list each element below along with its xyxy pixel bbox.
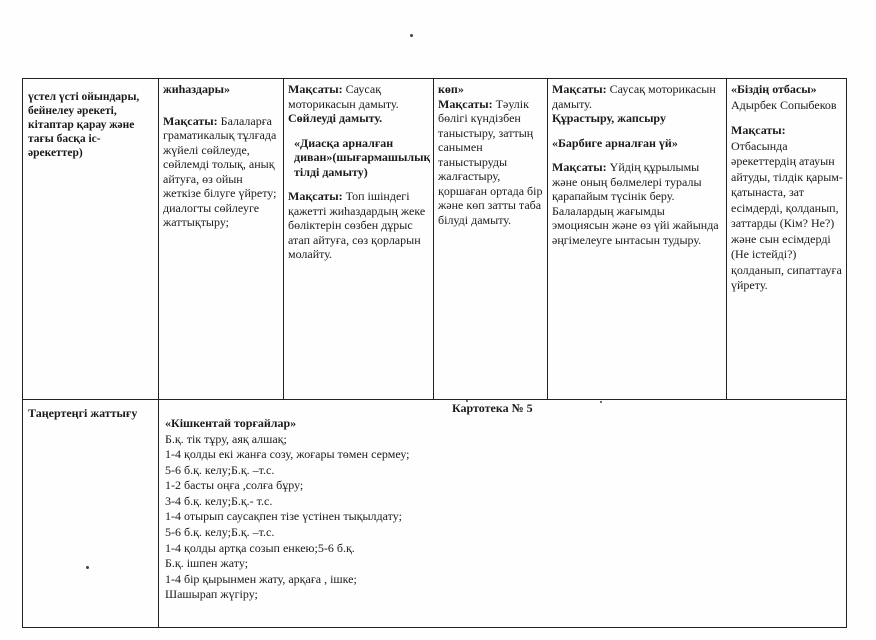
goal-paragraph [438, 97, 545, 228]
goal-label: Мақсаты: [552, 160, 607, 174]
goal-paragraph [163, 114, 281, 230]
column-divider [547, 78, 548, 400]
column-divider [433, 78, 434, 400]
lesson-heading: жиһаздары» [163, 82, 231, 96]
morning-exercise-label [28, 406, 154, 421]
exercise-step: 1-4 бір қырынмен жату, арқаға , ішке; [165, 571, 357, 586]
barbie-house-lesson-cell [552, 82, 724, 247]
sofa-lesson-cell [288, 82, 430, 262]
lesson-title: «Диасқа арналған диван»(шығармашылық тілді дамыту) [294, 135, 430, 179]
table-right-border [846, 78, 847, 628]
subject-line: Сөйлеуді дамыту. [288, 111, 383, 125]
card-number [452, 401, 592, 416]
exercise-block [165, 416, 665, 603]
activity-type-cell [28, 90, 154, 160]
exercise-step: Б.қ. тік тұру, аяқ алшақ; [165, 431, 287, 446]
goal-paragraph [552, 160, 724, 247]
goal-label: Мақсаты: [288, 82, 343, 96]
goal-paragraph [288, 189, 430, 262]
goal-paragraph [552, 82, 724, 111]
goal-label: Мақсаты: [163, 113, 218, 128]
goal-text: Топ ішіндегі қажетті жиһаздардың жеке бөліктерін сөзбен дұрыс атап айтуға, сөз қорларын молайту. [288, 189, 426, 261]
goal-text: Тәулік бөлігі күндізбен таныстыру, заттың санымен таныстыруды жалғастыру, қоршаған ортада бір және көп затты таба білуді дамыту. [438, 96, 543, 227]
column-divider [158, 78, 159, 628]
speech-lesson-cell [163, 82, 281, 230]
goal-text: Саусақ моторикасын дамыту. [552, 82, 716, 111]
exercise-step: 3-4 б.қ. келу;Б.қ.- т.с. [165, 493, 273, 508]
goal-label: Мақсаты: [438, 96, 493, 111]
goal-label: Мақсаты: [288, 189, 343, 203]
exercise-step: 5-6 б.қ. келу;Б.қ. –т.с. [165, 525, 275, 540]
column-divider [283, 78, 284, 400]
lesson-title: «Біздің отбасы» [731, 82, 817, 96]
plan-table [22, 78, 847, 628]
goal-text: Отбасында әрекеттердің атауын айтуды, тілдік қарым-қатынаста, зат есімдерді, қолданып, заттарды (Кім? Не?) және сын есімдерді (Не істейді?) қолданып, сипаттауға үйрету. [731, 138, 843, 292]
table-bottom-border [22, 627, 847, 628]
exercise-step: 1-4 қолды екі жанға созу, жоғары төмен сермеу; [165, 447, 410, 462]
goal-label: Мақсаты: [552, 82, 607, 96]
lesson-title: «Барбиге арналған үй» [552, 135, 678, 150]
scan-speck [410, 34, 413, 37]
lesson-heading: көп» [438, 82, 464, 96]
exercise-step: 1-4 отырып саусақпен тізе үстінен тықылдату; [165, 509, 402, 524]
math-lesson-cell [438, 82, 545, 227]
exercise-steps [165, 432, 665, 604]
exercise-step: 1-2 басты оңға ,солға бұру; [165, 478, 304, 493]
column-divider [726, 78, 727, 400]
exercise-title: «Кішкентай торғайлар» [165, 416, 297, 430]
card-number-text: Картотека № 5 [452, 401, 533, 415]
morning-exercise-text: Таңертеңгі жаттығу [28, 406, 138, 420]
goal-text: Үйдің құрылымы және оның бөлмелері туралы қарапайым түсінік беру. Балалардың жағымды эмоциясын және өз үйі жайында әңгімелеуге ынтасын тудыру. [552, 160, 719, 247]
exercise-step: Б.қ. ішпен жату; [165, 556, 249, 571]
table-left-border [22, 78, 23, 628]
subject-line: Құрастыру, жапсыру [552, 111, 666, 125]
activity-type-text: үстел үсті ойындары, бейнелеу әрекеті, кітаптар қарау және тағы басқа іс-әрекеттер) [28, 91, 140, 159]
table-top-border [22, 78, 847, 79]
row-divider [22, 399, 847, 400]
exercise-step: 1-4 қолды артқа созып енкею;5-6 б.қ. [165, 540, 355, 555]
family-lesson-cell [731, 82, 843, 294]
exercise-step: 5-6 б.қ. келу;Б.қ. –т.с. [165, 462, 275, 477]
goal-label: Мақсаты: [731, 123, 786, 137]
exercise-step: Шашырап жүгіру; [165, 587, 258, 602]
goal-text: Балаларға граматикалық тұлғада жүйелі сөйлеуде, сөйлемді толық, анық айтуға, өз ойын жеткізе білуге үйрету; диалогты сөйлеуге жаттықтыру; [163, 113, 277, 229]
goal-paragraph [288, 82, 430, 111]
lesson-author: Адырбек Сопыбеков [731, 97, 837, 112]
goal-text: Саусақ моторикасын дамыту. [288, 82, 399, 111]
